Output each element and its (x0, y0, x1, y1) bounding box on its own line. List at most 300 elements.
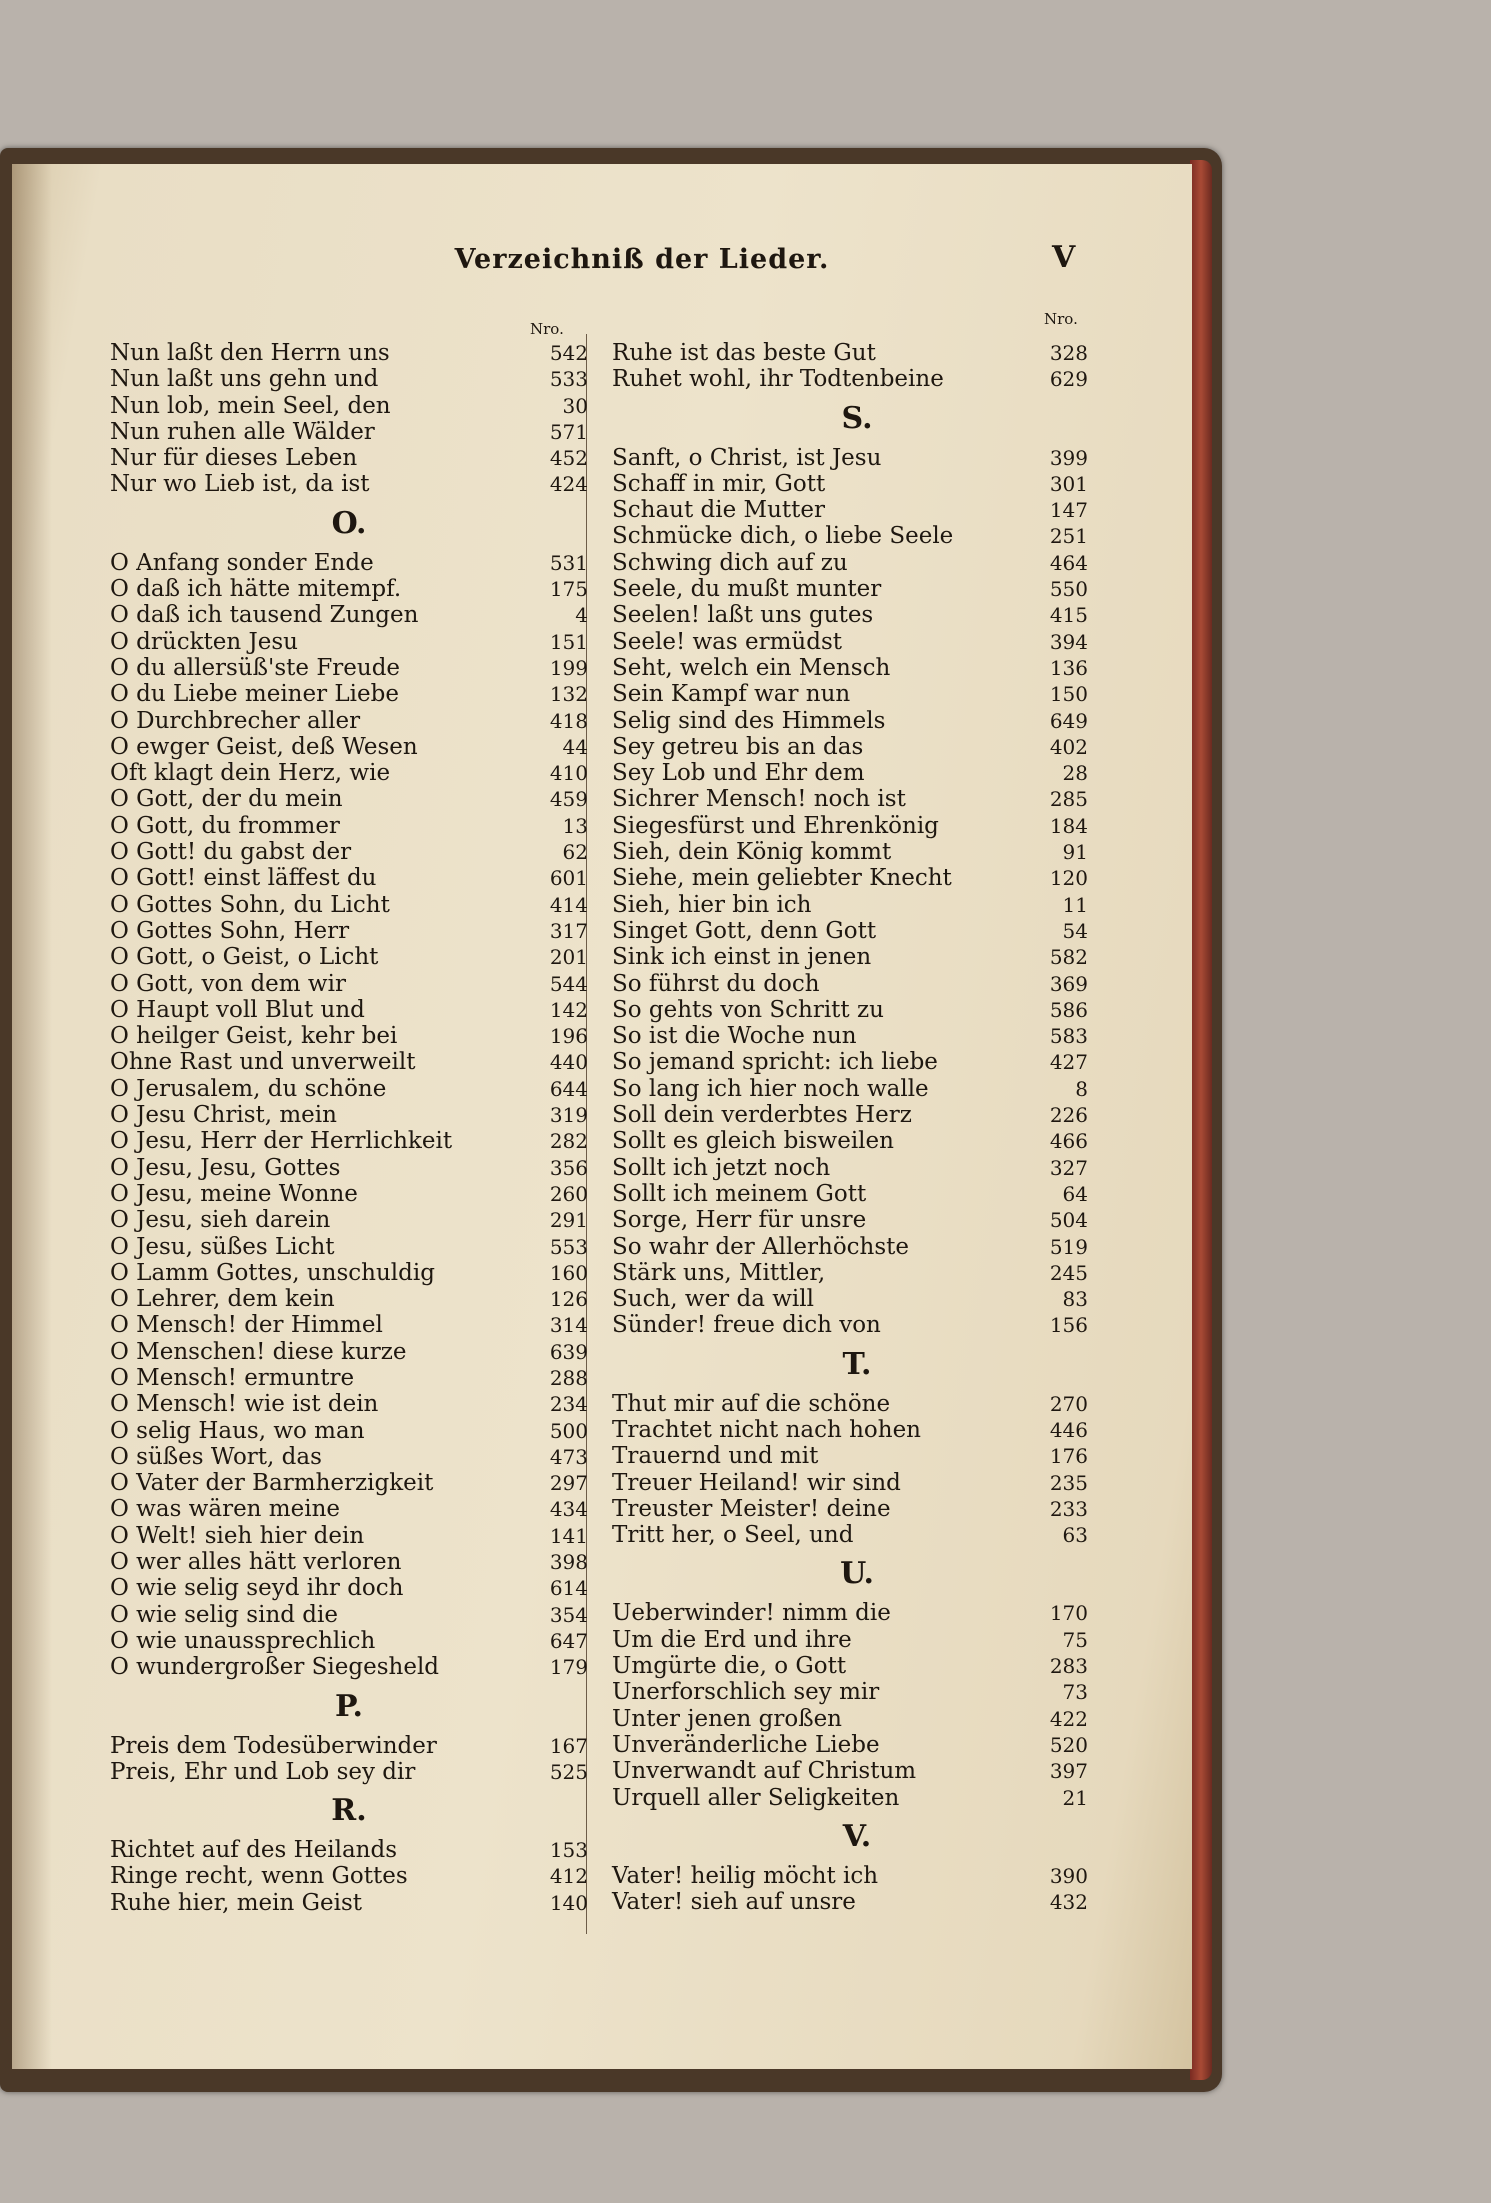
hymn-number: 30 (562, 393, 588, 418)
hymn-number: 75 (1062, 1627, 1088, 1652)
hymn-number: 126 (549, 1287, 588, 1312)
index-entry (110, 1863, 588, 1889)
hymn-title: Sünder! freue dich von (612, 1312, 881, 1339)
hymn-title: Umgürte die, o Gott (612, 1653, 847, 1680)
hymn-title: O Mensch! wie ist dein (110, 1391, 379, 1418)
hymn-title: O Anfang sonder Ende (110, 549, 374, 576)
index-entry (110, 1339, 588, 1365)
section-letter: O. (331, 505, 367, 541)
index-entry (612, 366, 1102, 392)
index-entry (110, 576, 588, 602)
index-entry (110, 865, 588, 891)
hymn-title: Sichrer Mensch! noch ist (612, 786, 906, 813)
hymn-title: Treuster Meister! deine (612, 1495, 891, 1522)
index-entry (110, 708, 588, 734)
hymn-number: 582 (1049, 945, 1088, 970)
hymn-title: So wahr der Allerhöchste (612, 1233, 910, 1260)
hymn-number: 314 (549, 1313, 588, 1338)
index-entry (110, 760, 588, 786)
hymn-number: 235 (1049, 1470, 1088, 1495)
hymn-number: 64 (1062, 1181, 1088, 1206)
hymn-number: 140 (549, 1890, 588, 1915)
index-entry (110, 892, 588, 918)
hymn-title: O wie selig seyd ihr doch (110, 1575, 404, 1602)
index-entry (612, 1417, 1102, 1443)
hymn-title: O ewger Geist, deß Wesen (110, 733, 418, 760)
index-entry (612, 865, 1102, 891)
index-entry (612, 1023, 1102, 1049)
hymn-number: 525 (549, 1759, 588, 1784)
index-entry (612, 1128, 1102, 1154)
hymn-number: 542 (549, 341, 588, 365)
hymn-title: Sey getreu bis an das (612, 733, 864, 760)
hymn-number: 282 (549, 1129, 588, 1154)
hymn-number: 398 (549, 1550, 588, 1575)
hymn-title: Nun ruhen alle Wälder (110, 418, 375, 445)
hymn-title: Nun lob, mein Seel, den (110, 392, 391, 419)
hymn-number: 317 (549, 918, 588, 943)
hymn-number: 354 (549, 1602, 588, 1627)
hymn-number: 91 (1062, 840, 1088, 865)
hymn-title: O Gottes Sohn, du Licht (110, 891, 390, 918)
index-entry (612, 813, 1102, 839)
hymn-number: 234 (549, 1392, 588, 1417)
hymn-number: 533 (549, 367, 588, 392)
hymn-title: Sieh, hier bin ich (612, 891, 812, 918)
hymn-number: 160 (549, 1260, 588, 1285)
hymn-title: O du allersüß'ste Freude (110, 654, 401, 681)
hymn-title: Sollt ich meinem Gott (612, 1180, 867, 1207)
hymn-number: 291 (549, 1208, 588, 1233)
section-letter: P. (334, 1688, 364, 1724)
index-entry (612, 445, 1102, 471)
hymn-number: 153 (549, 1838, 588, 1863)
hymn-number: 167 (549, 1733, 588, 1758)
index-entry (110, 1076, 588, 1102)
hymn-title: O selig Haus, wo man (110, 1417, 365, 1444)
index-entry (612, 1312, 1102, 1338)
hymn-number: 446 (1049, 1417, 1088, 1442)
hymn-title: Vater! sieh auf unsre (612, 1889, 856, 1916)
hymn-number: 434 (549, 1497, 588, 1522)
section-letter: R. (331, 1793, 367, 1829)
hymn-title: O süßes Wort, das (110, 1443, 322, 1470)
hymn-title: O Jesu Christ, mein (110, 1102, 337, 1129)
section-letter: S. (841, 400, 873, 436)
hymn-title: Oft klagt dein Herz, wie (110, 760, 391, 787)
index-entry (110, 1654, 588, 1680)
hymn-number: 83 (1062, 1287, 1088, 1312)
hymn-number: 649 (1049, 708, 1088, 733)
hymn-title: O du Liebe meiner Liebe (110, 681, 399, 708)
hymn-number: 11 (1062, 892, 1088, 917)
index-entry (612, 1102, 1102, 1128)
hymn-title: Um die Erd und ihre (612, 1626, 852, 1653)
hymn-number: 412 (549, 1864, 588, 1889)
hymn-title: O Lamm Gottes, unschuldig (110, 1259, 435, 1286)
index-entry (110, 786, 588, 812)
index-entry (612, 839, 1102, 865)
hymn-title: O Jesu, süßes Licht (110, 1233, 335, 1260)
index-entry (110, 1049, 588, 1075)
index-entry (110, 1444, 588, 1470)
index-entry (612, 681, 1102, 707)
hymn-number: 260 (549, 1181, 588, 1206)
left-column-header: Nro. (530, 320, 564, 338)
hymn-title: Ruhe ist das beste Gut (612, 340, 876, 366)
hymn-number: 21 (1062, 1785, 1088, 1810)
hymn-number: 179 (549, 1655, 588, 1680)
hymn-title: Such, wer da will (612, 1286, 814, 1313)
index-entry (612, 760, 1102, 786)
index-entry (612, 576, 1102, 602)
hymn-number: 141 (549, 1523, 588, 1548)
hymn-number: 251 (1049, 524, 1088, 549)
hymn-number: 452 (549, 446, 588, 471)
hymn-number: 402 (1049, 734, 1088, 759)
hymn-title: Seele! was ermüdst (612, 628, 843, 655)
index-entry (110, 918, 588, 944)
index-entry (612, 1863, 1102, 1889)
hymn-number: 519 (1049, 1234, 1088, 1259)
index-entry (110, 655, 588, 681)
hymn-title: Sein Kampf war nun (612, 681, 851, 708)
hymn-number: 399 (1049, 445, 1088, 470)
hymn-title: O Durchbrecher aller (110, 707, 361, 734)
hymn-number: 639 (549, 1339, 588, 1364)
right-column-header: Nro. (1044, 310, 1078, 328)
index-entry (110, 1759, 588, 1785)
hymn-number: 226 (1049, 1103, 1088, 1128)
index-entry (110, 602, 588, 628)
page-edge (1190, 160, 1212, 2080)
index-entry (612, 944, 1102, 970)
index-entry (110, 1102, 588, 1128)
index-entry (612, 1155, 1102, 1181)
left-column (110, 340, 588, 1916)
hymn-number: 550 (1049, 577, 1088, 602)
hymn-number: 142 (549, 997, 588, 1022)
index-entry (612, 1496, 1102, 1522)
hymn-number: 544 (549, 971, 588, 996)
hymn-title: Trauernd und mit (612, 1443, 819, 1470)
index-entry (612, 523, 1102, 549)
hymn-number: 120 (1049, 866, 1088, 891)
hymn-title: O heilger Geist, kehr bei (110, 1023, 398, 1050)
hymn-number: 601 (549, 866, 588, 891)
hymn-title: Richtet auf des Heilands (110, 1837, 398, 1864)
index-entry (612, 340, 1102, 366)
hymn-title: O Gott! du gabst der (110, 839, 352, 866)
index-entry (110, 997, 588, 1023)
hymn-title: O daß ich hätte mitempf. (110, 576, 402, 603)
index-entry (110, 944, 588, 970)
index-entry (110, 1312, 588, 1338)
hymn-number: 297 (549, 1471, 588, 1496)
index-entry (612, 892, 1102, 918)
index-entry (110, 1023, 588, 1049)
index-entry (612, 786, 1102, 812)
page-number: V (1052, 240, 1076, 275)
hymn-title: Unveränderliche Liebe (612, 1731, 880, 1758)
hymn-title: Seelen! laßt uns gutes (612, 602, 874, 629)
hymn-number: 285 (1049, 787, 1088, 812)
index-entry (612, 497, 1102, 523)
hymn-title: Schwing dich auf zu (612, 549, 848, 576)
section-letter: U. (840, 1556, 874, 1592)
hymn-title: Sollt es gleich bisweilen (612, 1128, 894, 1155)
hymn-number: 13 (562, 813, 588, 838)
hymn-title: Tritt her, o Seel, und (612, 1522, 854, 1549)
index-entry (612, 734, 1102, 760)
hymn-title: Seele, du mußt munter (612, 576, 882, 603)
index-entry (612, 708, 1102, 734)
hymn-title: Schaff in mir, Gott (612, 470, 826, 497)
index-entry (612, 1181, 1102, 1207)
hymn-title: O wer alles hätt verloren (110, 1549, 402, 1576)
hymn-number: 151 (549, 629, 588, 654)
hymn-title: O wie selig sind die (110, 1601, 338, 1628)
hymn-number: 356 (549, 1155, 588, 1180)
hymn-number: 199 (549, 655, 588, 680)
hymn-title: O wundergroßer Siegesheld (110, 1654, 440, 1681)
hymn-number: 586 (1049, 997, 1088, 1022)
hymn-title: Ueberwinder! nimm die (612, 1600, 891, 1627)
index-entry (612, 1286, 1102, 1312)
page-title: Verzeichniß der Lieder. (454, 244, 830, 275)
index-entry (612, 1785, 1102, 1811)
index-entry (110, 1286, 588, 1312)
hymn-title: O Vater der Barmherzigkeit (110, 1470, 434, 1497)
index-entry (110, 681, 588, 707)
index-entry (110, 1128, 588, 1154)
hymn-title: Siegesfürst und Ehrenkönig (612, 812, 939, 839)
hymn-number: 73 (1062, 1680, 1088, 1705)
hymn-number: 176 (1049, 1444, 1088, 1469)
hymn-number: 571 (549, 419, 588, 444)
hymn-number: 28 (1062, 761, 1088, 786)
index-entry (110, 419, 588, 445)
hymn-title: O Mensch! der Himmel (110, 1312, 383, 1339)
index-entry (612, 1443, 1102, 1469)
index-entry (612, 918, 1102, 944)
hymn-title: O Jesu, meine Wonne (110, 1180, 358, 1207)
book-page (12, 164, 1192, 2069)
index-entry (612, 1207, 1102, 1233)
index-entry (110, 1496, 588, 1522)
hymn-number: 170 (1049, 1601, 1088, 1626)
hymn-title: O Gott, von dem wir (110, 970, 346, 997)
index-entry (612, 1076, 1102, 1102)
index-entry (110, 1602, 588, 1628)
hymn-title: So führst du doch (612, 970, 820, 997)
right-column (612, 340, 1102, 1915)
hymn-title: Seht, welch ein Mensch (612, 654, 891, 681)
hymn-number: 4 (575, 603, 588, 628)
hymn-title: Stärk uns, Mittler, (612, 1259, 826, 1286)
index-entry (110, 1391, 588, 1417)
index-entry (110, 340, 588, 366)
hymn-number: 644 (549, 1076, 588, 1101)
index-entry (612, 1889, 1102, 1915)
hymn-title: Preis, Ehr und Lob sey dir (110, 1758, 416, 1785)
index-entry (110, 1207, 588, 1233)
hymn-title: O Lehrer, dem kein (110, 1286, 335, 1313)
index-entry (110, 1181, 588, 1207)
index-entry (612, 655, 1102, 681)
hymn-number: 432 (1049, 1890, 1088, 1915)
index-entry (612, 1234, 1102, 1260)
hymn-title: Nun laßt uns gehn und (110, 366, 379, 393)
section-letter: T. (842, 1346, 872, 1382)
hymn-title: So gehts von Schritt zu (612, 996, 884, 1023)
hymn-title: O Mensch! ermuntre (110, 1364, 355, 1391)
hymn-number: 422 (1049, 1706, 1088, 1731)
hymn-number: 301 (1049, 471, 1088, 496)
hymn-number: 394 (1049, 629, 1088, 654)
hymn-title: O Haupt voll Blut und (110, 996, 365, 1023)
hymn-number: 147 (1049, 498, 1088, 523)
index-entry (110, 813, 588, 839)
index-entry (110, 393, 588, 419)
hymn-title: O Gottes Sohn, Herr (110, 917, 350, 944)
hymn-number: 500 (549, 1418, 588, 1443)
hymn-number: 415 (1049, 603, 1088, 628)
hymn-number: 369 (1049, 971, 1088, 996)
hymn-number: 288 (549, 1365, 588, 1390)
hymn-number: 8 (1075, 1076, 1088, 1101)
index-entry (110, 1890, 588, 1916)
hymn-number: 201 (549, 945, 588, 970)
hymn-title: Singet Gott, denn Gott (612, 917, 877, 944)
hymn-number: 196 (549, 1024, 588, 1049)
hymn-title: O Jesu, Jesu, Gottes (110, 1154, 341, 1181)
hymn-number: 520 (1049, 1732, 1088, 1757)
index-entry (612, 1732, 1102, 1758)
hymn-title: Soll dein verderbtes Herz (612, 1102, 912, 1129)
hymn-title: Sink ich einst in jenen (612, 944, 872, 971)
hymn-title: O Gott, o Geist, o Licht (110, 944, 379, 971)
hymn-title: Vater! heilig möcht ich (612, 1862, 879, 1889)
hymn-title: Trachtet nicht nach hohen (612, 1416, 921, 1443)
hymn-number: 136 (1049, 655, 1088, 680)
hymn-title: O wie unaussprechlich (110, 1627, 376, 1654)
hymn-number: 397 (1049, 1759, 1088, 1784)
hymn-number: 424 (549, 472, 588, 497)
hymn-title: Nur wo Lieb ist, da ist (110, 471, 370, 498)
index-entry (110, 1549, 588, 1575)
hymn-number: 156 (1049, 1313, 1088, 1338)
hymn-title: O Menschen! diese kurze (110, 1338, 407, 1365)
hymn-title: Unerforschlich sey mir (612, 1679, 880, 1706)
index-entry (612, 1627, 1102, 1653)
hymn-number: 464 (1049, 550, 1088, 575)
index-entry (612, 1049, 1102, 1075)
hymn-title: Urquell aller Seligkeiten (612, 1784, 900, 1811)
hymn-title: Unter jenen großen (612, 1705, 842, 1732)
hymn-title: O Welt! sieh hier dein (110, 1522, 365, 1549)
hymn-number: 54 (1062, 918, 1088, 943)
hymn-number: 629 (1049, 367, 1088, 392)
index-entry (612, 1706, 1102, 1732)
hymn-title: Schaut die Mutter (612, 497, 825, 524)
hymn-title: So jemand spricht: ich liebe (612, 1049, 938, 1076)
index-entry (110, 445, 588, 471)
hymn-title: Nun laßt den Herrn uns (110, 340, 390, 366)
index-entry (612, 1600, 1102, 1626)
hymn-number: 63 (1062, 1523, 1088, 1548)
index-entry (110, 1365, 588, 1391)
index-entry (110, 1234, 588, 1260)
hymn-title: Schmücke dich, o liebe Seele (612, 523, 954, 550)
hymn-number: 614 (549, 1576, 588, 1601)
hymn-number: 233 (1049, 1496, 1088, 1521)
hymn-title: Sollt ich jetzt noch (612, 1154, 831, 1181)
hymn-title: O drückten Jesu (110, 628, 298, 655)
hymn-number: 553 (549, 1234, 588, 1259)
index-entry (612, 629, 1102, 655)
hymn-number: 418 (549, 708, 588, 733)
hymn-title: O Jesu, Herr der Herrlichkeit (110, 1128, 453, 1155)
index-entry (612, 1260, 1102, 1286)
hymn-title: Sorge, Herr für unsre (612, 1207, 867, 1234)
hymn-title: So ist die Woche nun (612, 1023, 857, 1050)
index-entry (612, 1679, 1102, 1705)
hymn-number: 427 (1049, 1050, 1088, 1075)
index-entry (110, 471, 588, 497)
hymn-title: Unverwandt auf Christum (612, 1758, 917, 1785)
hymn-number: 647 (549, 1628, 588, 1653)
hymn-number: 459 (549, 787, 588, 812)
hymn-title: O Gott, du frommer (110, 812, 340, 839)
index-entry (110, 1260, 588, 1286)
index-entry (110, 550, 588, 576)
section-letter: V. (842, 1818, 872, 1854)
index-entry (110, 839, 588, 865)
index-entry (110, 366, 588, 392)
index-entry (612, 971, 1102, 997)
index-entry (110, 1837, 588, 1863)
hymn-number: 473 (549, 1444, 588, 1469)
hymn-title: Sey Lob und Ehr dem (612, 760, 865, 787)
hymn-title: O daß ich tausend Zungen (110, 602, 419, 629)
hymn-number: 270 (1049, 1391, 1088, 1416)
hymn-number: 327 (1049, 1155, 1088, 1180)
hymn-number: 328 (1049, 341, 1088, 365)
hymn-number: 319 (549, 1103, 588, 1128)
hymn-number: 245 (1049, 1260, 1088, 1285)
hymn-title: O Gott, der du mein (110, 786, 343, 813)
hymn-number: 44 (562, 734, 588, 759)
hymn-title: Ohne Rast und unverweilt (110, 1049, 416, 1076)
hymn-title: Preis dem Todesüberwinder (110, 1732, 437, 1759)
hymn-number: 62 (562, 840, 588, 865)
index-entry (110, 734, 588, 760)
index-entry (110, 629, 588, 655)
hymn-title: Treuer Heiland! wir sind (612, 1469, 901, 1496)
hymn-title: Ringe recht, wenn Gottes (110, 1863, 408, 1890)
index-entry (612, 1391, 1102, 1417)
hymn-number: 150 (1049, 682, 1088, 707)
hymn-number: 466 (1049, 1129, 1088, 1154)
hymn-number: 184 (1049, 813, 1088, 838)
hymn-title: Selig sind des Himmels (612, 707, 886, 734)
hymn-title: O Jerusalem, du schöne (110, 1075, 387, 1102)
index-entry (612, 602, 1102, 628)
index-entry (110, 1575, 588, 1601)
hymn-title: Ruhet wohl, ihr Todtenbeine (612, 366, 944, 393)
index-entry (110, 1155, 588, 1181)
